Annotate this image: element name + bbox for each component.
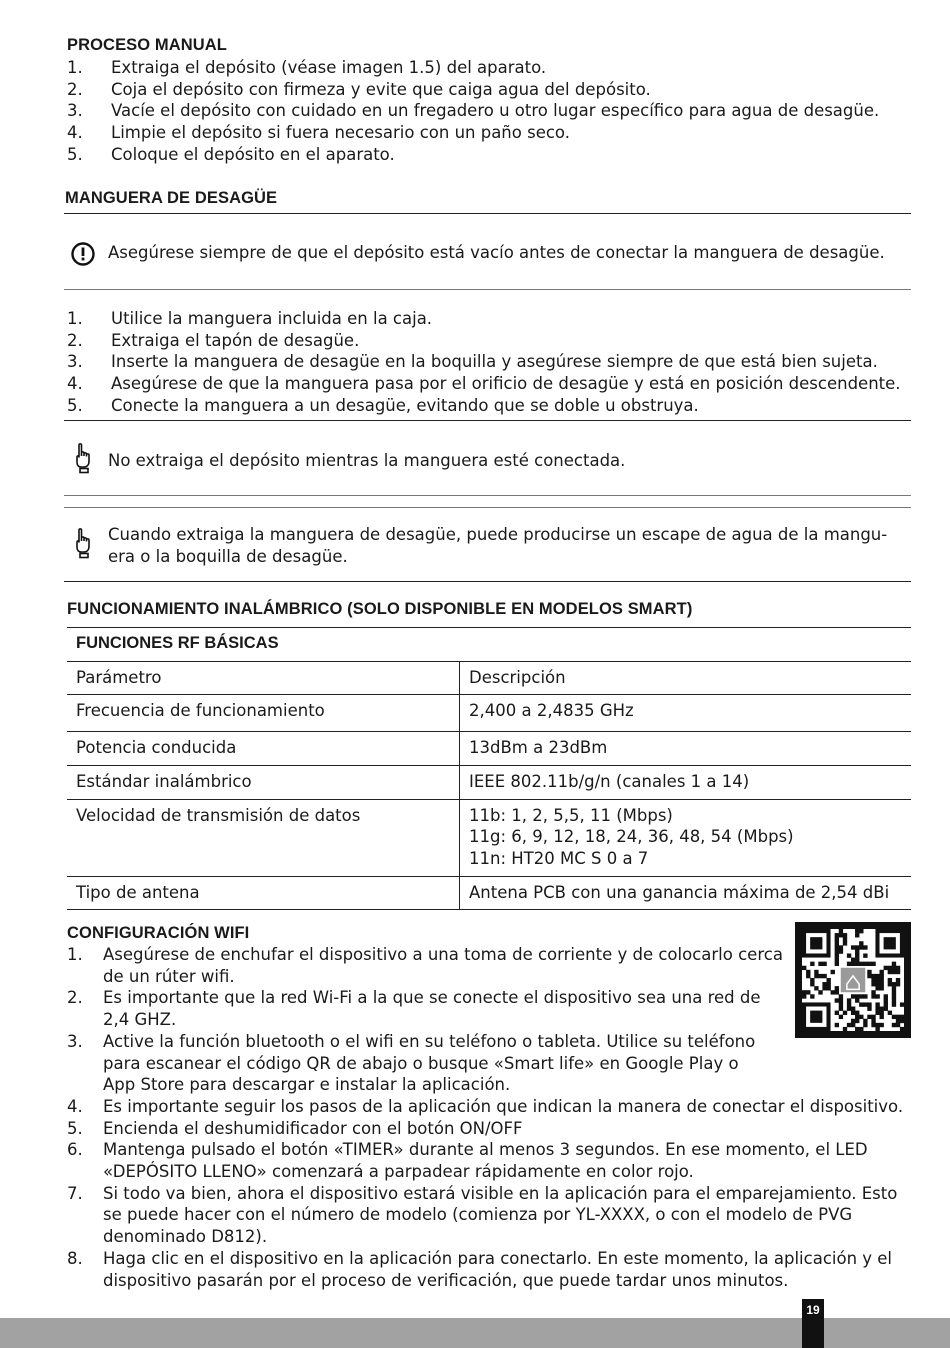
list-item: 6. Mantenga pulsado el botón «TIMER» durante al menos 3 segundos. En ese momento, el LED «DEPÓSITO LLENO» comenzará a parpadear rápidamente en color rojo. [67,1140,868,1182]
divider [64,289,911,290]
qr-code-pattern [802,929,904,1031]
rf-table [67,627,911,910]
list-item: 5. Encienda el deshumidificador con el botón ON/OFF [67,1118,523,1138]
list-item: 3. Vacíe el depósito con cuidado en un fregadero u otro lugar específico para agua de desagüe. [67,101,880,121]
list-item: 4. Limpie el depósito si fuera necesario con un paño seco. [67,123,570,143]
list-item: 3. Active la función bluetooth o el wifi en su teléfono o tableta. Utilice su teléfono para escanear el código QR de abajo o busque «Smart life» en Google Play o App Store para descargar e instalar la aplicación. [67,1031,756,1095]
qr-code[interactable] [795,922,911,1038]
divider [64,507,911,508]
list-item: 2. Es importante que la red Wi-Fi a la que se conecte el dispositivo sea una red de 2,4 GHZ. [67,988,761,1030]
warning-text: Asegúrese siempre de que el depósito está vacío antes de conectar la manguera de desagüe. [108,243,885,262]
list-item: 1. Asegúrese de enchufar el dispositivo a una toma de corriente y de colocarlo cerca de un rúter wifi. [67,945,783,986]
pointing-hand-icon [74,442,94,474]
column-header: Parámetro [67,661,460,695]
table-row: Estándar inalámbrico IEEE 802.11b/g/n (canales 1 a 14) [67,765,911,799]
table-row: Frecuencia de funcionamiento 2,400 a 2,4835 GHz [67,695,911,732]
list-item: 8. Haga clic en el dispositivo en la aplicación para conectarlo. En este momento, la aplicación y el dispositivo pasarán por el proceso de verificación, que puede tardar unos minutos. [67,1248,893,1290]
section-title-wifi: CONFIGURACIÓN WIFI [67,924,250,942]
note-text: Cuando extraiga la manguera de desagüe, puede producirse un escape de agua de la mangu- era o la boquilla de desagüe. [108,525,888,566]
column-header: Descripción [460,661,912,695]
table-row: Velocidad de transmisión de datos 11b: 1, 2, 5,5, 11 (Mbps) 11g: 6, 9, 12, 18, 24, 36, 48, 54 (Mbps) 11n: HT20 MC S 0 a 7 [67,799,911,876]
pointing-hand-icon [74,527,94,559]
table-header-row [67,661,911,695]
divider [64,213,911,214]
list-item: 4. Asegúrese de que la manguera pasa por el orificio de desagüe y está en posición descendente. [67,374,901,394]
table-row: Potencia conducida 13dBm a 23dBm [67,732,911,766]
list-item: 2. Extraiga el tapón de desagüe. [67,330,360,350]
list-item: 1. Extraiga el depósito (véase imagen 1.5) del aparato. [67,58,547,77]
section-title-manual: PROCESO MANUAL [67,36,227,54]
table-row: Tipo de antena Antena PCB con una ganancia máxima de 2,54 dBi [67,876,911,910]
divider [64,581,911,582]
section-title-hose: MANGUERA DE DESAGÜE [65,189,278,207]
section-title-wireless: FUNCIONAMIENTO INALÁMBRICO (SOLO DISPONIBLE EN MODELOS SMART) [67,600,693,618]
list-item: 5. Coloque el depósito en el aparato. [67,144,395,164]
page-number: 19 [802,1299,824,1348]
list-item: 5. Conecte la manguera a un desagüe, evitando que se doble u obstruya. [67,395,699,415]
list-item: 2. Coja el depósito con firmeza y evite que caiga agua del depósito. [67,79,651,99]
manual-steps [67,57,917,166]
list-item: 7. Si todo va bien, ahora el dispositivo estará visible en la aplicación para el emparejamiento. Esto se puede hacer con el número de modelo (comienza por YL-XXXX, o con el modelo de PVG denominado D812). [67,1183,898,1247]
note-text: No extraiga el depósito mientras la manguera esté conectada. [108,451,626,470]
divider [64,495,911,496]
list-item: 1. Utilice la manguera incluida en la caja. [67,309,433,328]
list-item: 4. Es importante seguir los pasos de la aplicación que indican la manera de conectar el dispositivo. [67,1096,904,1116]
list-item: 3. Inserte la manguera de desagüe en la boquilla y asegúrese siempre de que está bien sujeta. [67,352,878,372]
hose-steps [67,308,917,417]
table-subtitle: FUNCIONES RF BÁSICAS [67,628,911,662]
warning-icon [70,241,96,267]
divider [64,420,911,421]
